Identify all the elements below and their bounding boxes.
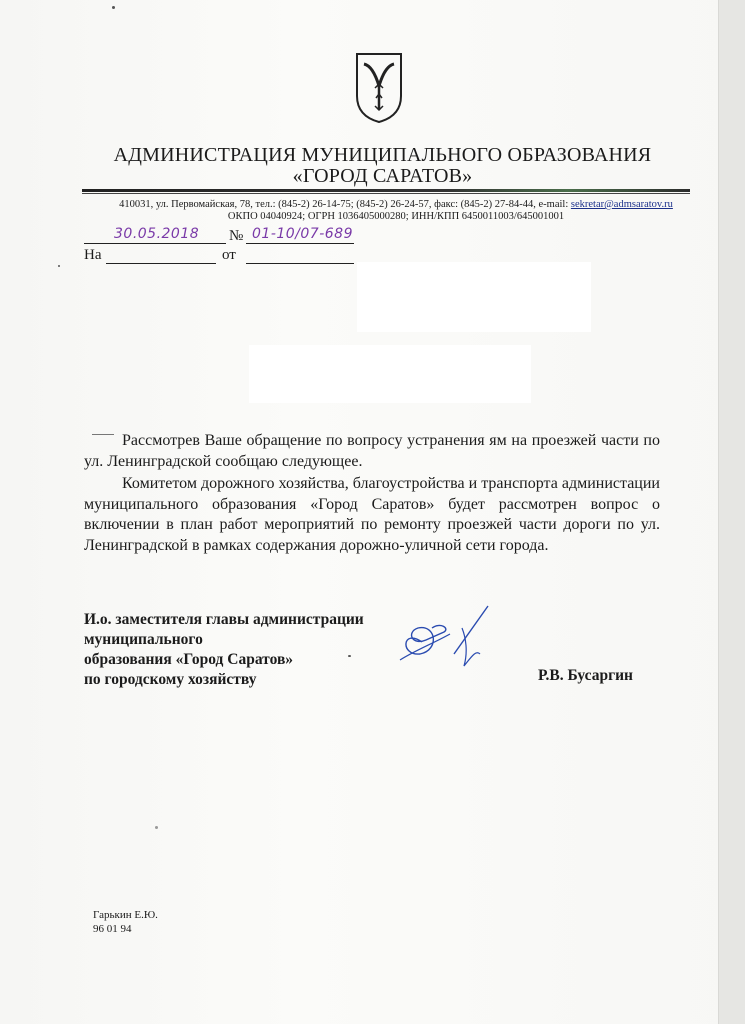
- org-title-line1: АДМИНИСТРАЦИЯ МУНИЦИПАЛЬНОГО ОБРАЗОВАНИЯ: [113, 144, 652, 166]
- signatory-title-line3: образования «Город Саратов»: [84, 651, 294, 668]
- header-separator: [82, 189, 690, 192]
- handwritten-date: 30.05.2018: [114, 226, 200, 242]
- saratov-coat-of-arms-icon: [355, 52, 403, 124]
- contacts-line2: ОКПО 04040924; ОГРН 1036405000280; ИНН/КПП 6450011003/645001001: [227, 211, 565, 222]
- date-line: [84, 243, 226, 244]
- na-line: [106, 263, 216, 264]
- signatory-title-line2: муниципального: [84, 631, 203, 648]
- scan-speck: [58, 265, 60, 267]
- executor-info: [93, 908, 158, 936]
- handwritten-signature: [392, 598, 512, 676]
- number-label: №: [229, 228, 244, 244]
- body-paragraph-2: Комитетом дорожного хозяйства, благоустройства и транспорта администации муниципального образования «Город Саратов» будет рассмотрен вопрос о включении в план работ мероприятий по ремонту проезжей части дороги по ул. Ленинградской в рамках содержания дорожно-уличной сети города.: [84, 475, 660, 554]
- number-line: [246, 243, 354, 244]
- ot-line: [246, 263, 354, 264]
- na-label: На: [84, 247, 102, 263]
- email-link[interactable]: sekretar@admsaratov.ru: [570, 199, 673, 210]
- signatory-title: [84, 610, 364, 690]
- contacts-line1: [60, 199, 732, 211]
- signatory-title-line4: по городскому хозяйству: [84, 671, 257, 688]
- signatory-title-line1: И.о. заместителя главы администрации: [84, 611, 364, 628]
- body-paragraph-1: Рассмотрев Ваше обращение по вопросу устранения ям на проезжей части по ул. Ленинградской сообщаю следующее.: [84, 432, 660, 470]
- org-title-line2: «ГОРОД САРАТОВ»: [292, 165, 473, 187]
- contacts-address: 410031, ул. Первомайская, 78, тел.: (845-2) 26-14-75; (845-2) 26-24-57, факс: (845-2) 27-84-44, e-mail:: [119, 199, 571, 210]
- handwritten-number: 01-10/07-689: [252, 226, 353, 242]
- scan-speck: [155, 826, 158, 829]
- scan-edge: [718, 0, 745, 1024]
- executor-name: Гарькин Е.Ю.: [93, 909, 158, 921]
- signatory-name: Р.В. Бусаргин: [538, 667, 633, 684]
- scan-speck: [348, 655, 351, 657]
- scan-speck: [112, 6, 115, 9]
- redacted-recipient: [357, 262, 591, 332]
- header-separator-thin: [82, 193, 690, 194]
- ot-label: от: [222, 247, 236, 263]
- executor-phone: 96 01 94: [93, 923, 132, 935]
- redacted-salutation: [249, 345, 531, 403]
